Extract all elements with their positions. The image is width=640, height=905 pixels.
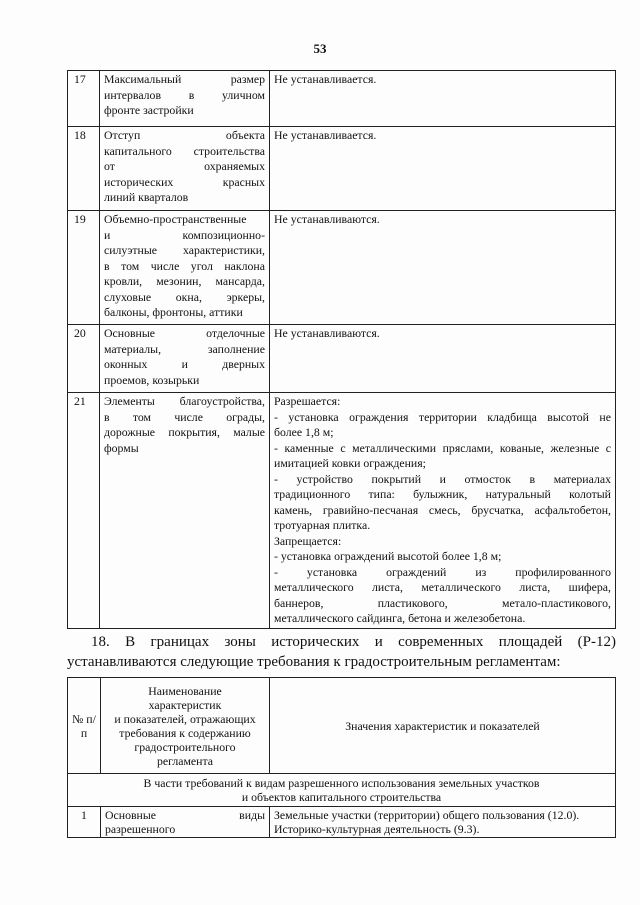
row-value	[270, 807, 616, 838]
row-num: 20	[68, 325, 100, 393]
text-line: - установка ограждений высотой более 1,8 м;	[274, 549, 502, 563]
text-line: силуэтные характеристики,	[104, 243, 265, 257]
row-name	[100, 393, 270, 629]
text-line: Не устанавливаются.	[274, 212, 380, 226]
text-line: оконных и дверных	[104, 357, 265, 371]
text-line: - каменные с металлическими пряслами, кованые, железные с	[274, 440, 611, 455]
row-name	[100, 127, 270, 211]
text-line: В части требований к видам разрешенного использования земельных участков	[143, 776, 540, 790]
text-line: металлического сайдинга, бетона и железобетона.	[274, 611, 526, 625]
text-line: в том числе ограды,	[104, 409, 265, 424]
table-row	[68, 211, 616, 325]
text-line: формы	[104, 440, 139, 455]
text-line: Объемно-пространственные	[104, 212, 247, 226]
text-line: и объектов капитального строительства	[241, 790, 442, 804]
text-line: Максимальный размер	[104, 72, 265, 86]
text-line: традиционного типа: булыжник, натуральный колотый	[274, 487, 611, 501]
r12-zone-table	[67, 677, 616, 838]
paragraph-line: 18. В границах зоны исторических и современных площадей (Р-12)	[91, 634, 616, 650]
text-line: Запрещается:	[274, 533, 342, 548]
text-line: Не устанавливается.	[274, 128, 377, 142]
text-line: имитацией ковки ограждения;	[274, 456, 426, 470]
row-value	[270, 325, 616, 393]
header-num: № п/п	[68, 678, 101, 774]
text-line: Наименование	[148, 683, 222, 698]
text-line: разрешенного	[105, 822, 176, 836]
section-title	[68, 774, 616, 807]
row-num: 17	[68, 71, 100, 127]
row-name	[101, 807, 270, 838]
row-name	[100, 325, 270, 393]
table-row	[68, 393, 616, 629]
row-value	[270, 211, 616, 325]
text-line: капитального строительства	[104, 143, 265, 158]
text-line: исторических красных	[104, 174, 265, 189]
text-line: фронте застройки	[104, 103, 194, 117]
row-num: 21	[68, 393, 100, 629]
paragraph-18	[67, 632, 616, 672]
regulations-table-continued	[67, 70, 616, 629]
text-line: регламента	[156, 753, 214, 768]
text-line: Разрешается:	[274, 394, 341, 408]
text-line: камень, гравийно-песчаная смесь, брусчатка, асфальтобетон,	[274, 502, 611, 517]
text-line: Элементы благоустройства,	[104, 394, 265, 408]
text-line: Отступ объекта	[104, 128, 265, 142]
text-line: балконы, фронтоны, аттики	[104, 305, 243, 319]
text-line: материалы, заполнение	[104, 341, 265, 356]
table-row	[68, 325, 616, 393]
text-line: градостроительного	[134, 739, 236, 754]
text-line: от охраняемых	[104, 159, 265, 173]
text-line: линий кварталов	[104, 190, 189, 204]
text-line: - устройство покрытий и отмосток в материалах	[274, 471, 611, 486]
text-line: интервалов в уличном	[104, 87, 265, 102]
text-line: баннеров, пластикового, метало-пластикового,	[274, 595, 611, 610]
table-row	[68, 71, 616, 127]
text-line: Основные виды	[105, 808, 265, 822]
page-number: 53	[313, 41, 327, 56]
table-row	[68, 127, 616, 211]
text-line: и показателей, отражающих	[114, 711, 256, 726]
text-line: и композиционно-	[104, 227, 265, 242]
text-line: - установка ограждений из профилированного	[274, 564, 611, 579]
table-header-row	[68, 678, 616, 774]
text-line: характеристик	[148, 697, 222, 712]
table-row	[68, 807, 616, 838]
row-num: 1	[68, 807, 101, 838]
header-value: Значения характеристик и показателей	[270, 678, 616, 774]
text-line: проемов, козырьки	[104, 372, 200, 387]
paragraph-line: устанавливаются следующие требования к градостроительным регламентам:	[67, 654, 561, 670]
row-value	[270, 127, 616, 211]
section-row	[68, 774, 616, 807]
text-line: металлического листа, металлического листа, шифера,	[274, 580, 611, 594]
text-line: более 1,8 м;	[274, 425, 334, 439]
text-line: тротуарная плитка.	[274, 518, 371, 532]
text-line: в том числе угол наклона	[104, 258, 265, 273]
header-name	[101, 678, 270, 774]
row-num: 18	[68, 127, 100, 211]
text-line: Не устанавливаются.	[274, 326, 380, 340]
text-line: Историко-культурная деятельность (9.3).	[274, 822, 480, 836]
row-name	[100, 71, 270, 127]
row-value	[270, 71, 616, 127]
text-line: Земельные участки (территории) общего пользования (12.0).	[274, 808, 580, 822]
text-line: Не устанавливается.	[274, 72, 377, 86]
row-name	[100, 211, 270, 325]
text-line: Основные отделочные	[104, 326, 265, 340]
text-line: требования к содержанию	[119, 725, 251, 740]
row-value	[270, 393, 616, 629]
text-line: - установка ограждения территории кладбища высотой не	[274, 409, 611, 424]
text-line: кровли, мезонин, мансарда,	[104, 274, 265, 288]
text-line: дорожные покрытия, малые	[104, 425, 265, 439]
text-line: слуховые окна, эркеры,	[104, 289, 265, 304]
row-num: 19	[68, 211, 100, 325]
